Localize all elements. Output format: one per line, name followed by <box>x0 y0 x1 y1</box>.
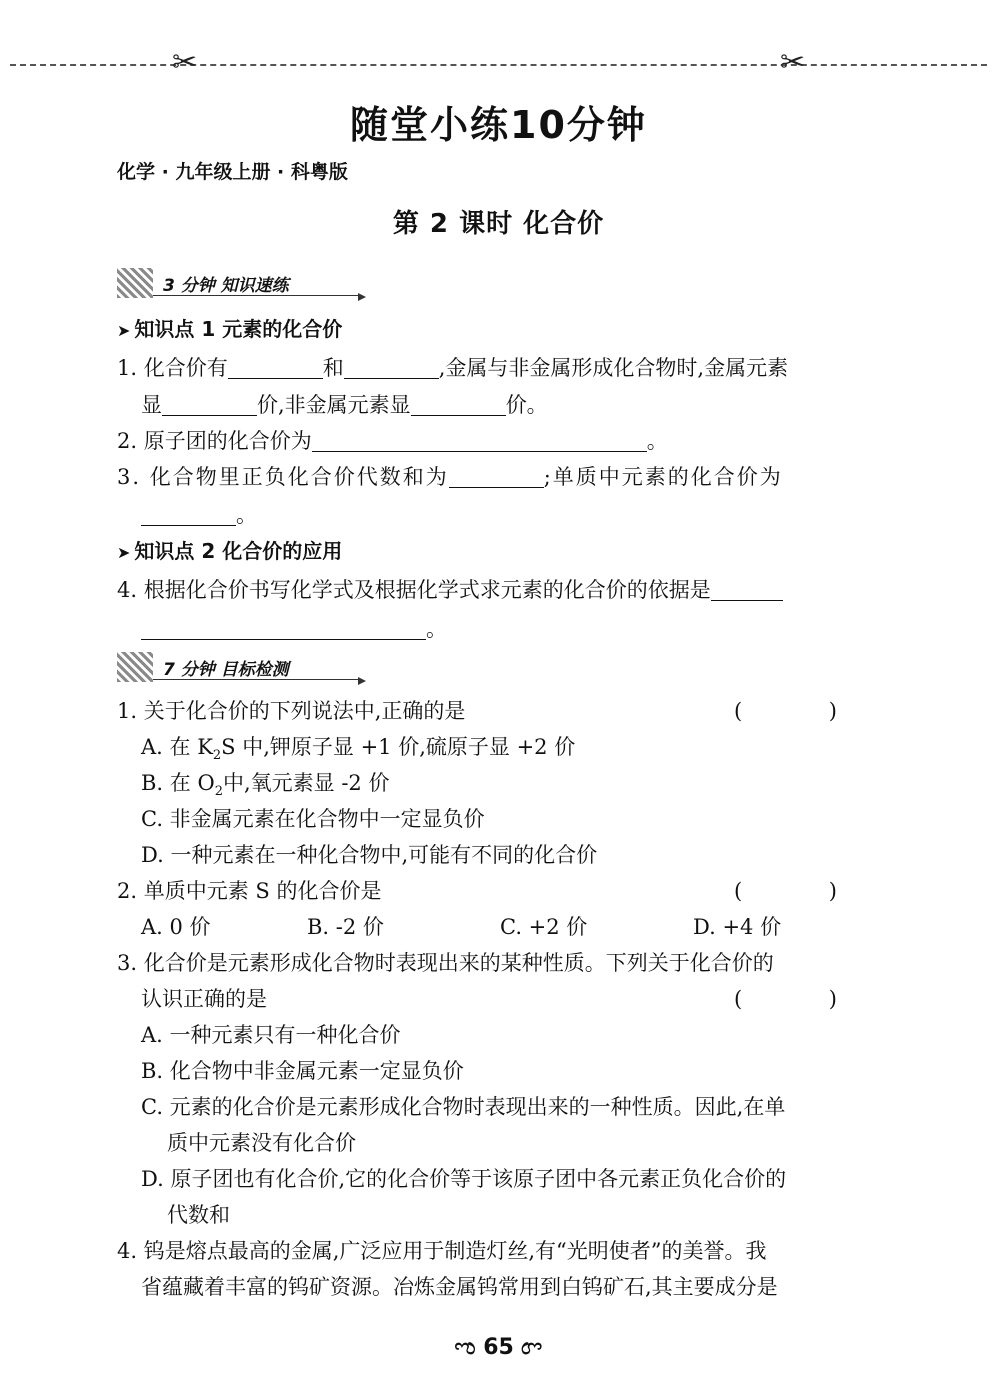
page-title: 随堂小练10分钟 <box>350 103 647 147</box>
mc-question-2: 2. 单质中元素 S 的化合价是 <box>117 879 382 903</box>
option-2b[interactable]: B. -2 价 <box>307 915 384 939</box>
answer-parentheses[interactable]: ( ) <box>733 987 877 1011</box>
answer-blank[interactable] <box>228 356 323 379</box>
option-3d-line-2: 代数和 <box>167 1203 230 1227</box>
option-3d-line-1[interactable]: D. 原子团也有化合价,它的化合价等于该原子团中各元素正负化合价的 <box>141 1167 787 1191</box>
question-1-line-1: 1. 化合价有 和 ,金属与非金属形成化合物时,金属元素 <box>117 356 789 380</box>
cut-line <box>10 64 987 66</box>
question-4-line-2: 。 <box>141 614 447 644</box>
option-3b[interactable]: B. 化合物中非金属元素一定显负价 <box>141 1059 464 1083</box>
mc-question-1: 1. 关于化合价的下列说法中,正确的是 <box>117 699 466 723</box>
book-subtitle: 化学 · 九年级上册 · 科粤版 <box>117 161 348 183</box>
mc-question-3-line-1: 3. 化合价是元素形成化合物时表现出来的某种性质。下列关于化合价的 <box>117 951 774 975</box>
section-label: 3 分钟 知识速练 <box>163 276 289 296</box>
option-1d[interactable]: D. 一种元素在一种化合物中,可能有不同的化合价 <box>141 843 598 867</box>
section-bar-quick-practice <box>117 268 360 298</box>
knowledge-point-1: ➤ 知识点 1 元素的化合价 <box>117 317 343 341</box>
question-3-line-1: 3. 化合物里正负化合价代数和为 ;单质中元素的化合价为 <box>117 465 783 489</box>
question-1-line-2: 显 价,非金属元素显 价。 <box>141 393 548 417</box>
lesson-title: 第 2 课时 化合价 <box>392 209 605 239</box>
option-3c-line-2: 质中元素没有化合价 <box>167 1131 356 1155</box>
question-2: 2. 原子团的化合价为 。 <box>117 429 668 453</box>
question-4-line-2: 省蕴藏着丰富的钨矿资源。冶炼金属钨常用到白钨矿石,其主要成分是 <box>141 1275 778 1299</box>
stripe-decoration <box>117 652 153 682</box>
question-4-line-1: 4. 根据化合价书写化学式及根据化学式求元素的化合价的依据是 <box>117 575 783 605</box>
option-1c[interactable]: C. 非金属元素在化合物中一定显负价 <box>141 807 485 831</box>
section-label: 7 分钟 目标检测 <box>163 660 289 680</box>
mc-question-3-line-2: 认识正确的是 <box>141 987 267 1011</box>
option-2a[interactable]: A. 0 价 <box>141 915 211 939</box>
question-3-line-2: 。 <box>141 500 257 530</box>
page-number: 65 <box>483 1335 514 1360</box>
option-3c-line-1[interactable]: C. 元素的化合价是元素形成化合物时表现出来的一种性质。因此,在单 <box>141 1095 786 1119</box>
answer-blank[interactable] <box>711 578 783 601</box>
scissors-icon-left: ✂ <box>172 45 198 80</box>
page-footer <box>0 1335 997 1360</box>
option-1b[interactable]: B. 在 $O_2$中,氧元素显 -2 价 <box>141 771 390 800</box>
scissors-icon-right: ✂ <box>780 45 806 80</box>
answer-parentheses[interactable]: ( ) <box>733 879 877 903</box>
option-3a[interactable]: A. 一种元素只有一种化合价 <box>141 1023 401 1047</box>
option-1a[interactable]: A. 在 $K_2S$ 中,钾原子显 +1 价,硫原子显 +2 价 <box>141 735 576 764</box>
answer-blank[interactable] <box>344 356 439 379</box>
answer-blank[interactable] <box>141 503 236 526</box>
ornament-right-icon: ಌ <box>521 1335 543 1360</box>
stripe-decoration <box>117 268 153 298</box>
answer-parentheses[interactable]: ( ) <box>733 699 877 723</box>
arrow-marker-icon: ➤ <box>117 321 131 340</box>
answer-blank[interactable] <box>312 429 647 452</box>
answer-blank[interactable] <box>411 393 506 416</box>
question-4-line-1: 4. 钨是熔点最高的金属,广泛应用于制造灯丝,有“光明使者”的美誉。我 <box>117 1239 767 1263</box>
knowledge-point-2: ➤ 知识点 2 化合价的应用 <box>117 539 343 563</box>
option-2c[interactable]: C. +2 价 <box>500 915 588 939</box>
answer-blank[interactable] <box>162 393 257 416</box>
option-2d[interactable]: D. +4 价 <box>693 915 782 939</box>
ornament-left-icon: ಌ <box>454 1335 476 1360</box>
section-bar-target-test <box>117 652 360 682</box>
answer-blank[interactable] <box>449 465 544 488</box>
arrow-marker-icon: ➤ <box>117 543 131 562</box>
answer-blank[interactable] <box>141 617 426 640</box>
